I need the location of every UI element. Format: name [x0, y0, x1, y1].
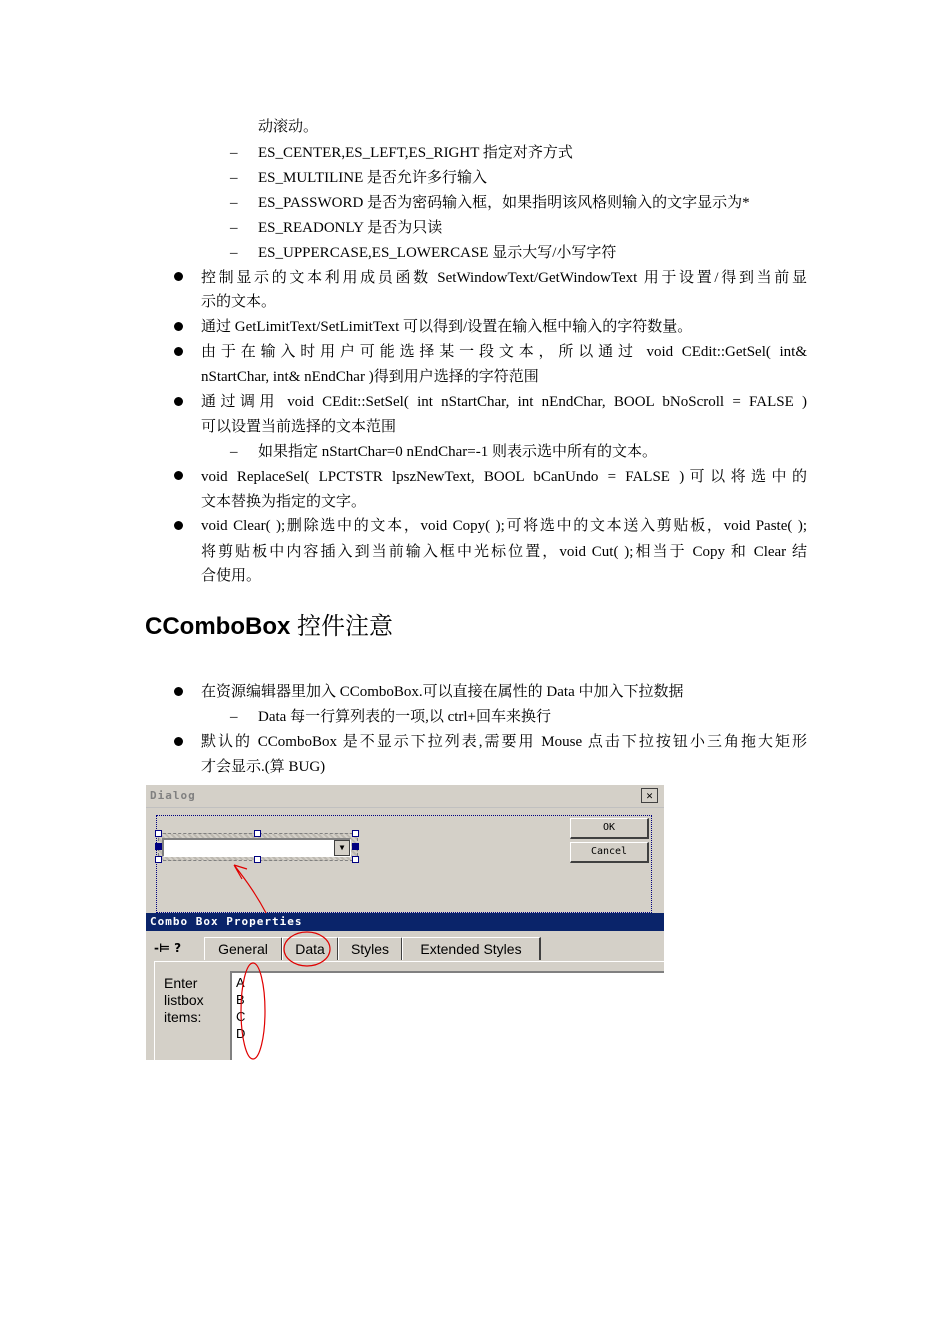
bullet-text: void ReplaceSel( LPCTSTR lpszNewText, BOOL bCanUndo = FALSE )可以将选中的: [201, 469, 807, 485]
resize-handle[interactable]: [254, 856, 261, 863]
tab-styles[interactable]: Styles: [338, 937, 403, 960]
properties-title: Combo Box Properties: [150, 915, 303, 928]
bullet-dot: [174, 737, 183, 746]
listbox-label: Enter listbox items:: [164, 975, 204, 1025]
style-item: ES_READONLY 是否为只读: [258, 220, 443, 236]
bullet-text: 将剪贴板中内容插入到当前输入框中光标位置，void Cut( );相当于 Copy 和 Clear 结: [201, 544, 807, 560]
bullet-text: 通过 GetLimitText/SetLimitText 可以得到/设置在输入框中输入的字符数量。: [201, 319, 693, 335]
dash-marker: –: [230, 245, 238, 261]
bullet-dot: [174, 687, 183, 696]
listbox-items-field[interactable]: [230, 971, 664, 1060]
bullet-text: void Clear( );删除选中的文本，void Copy( );可将选中的文本送入剪贴板，void Paste( );: [201, 518, 807, 534]
bullet-text: 才会显示.(算 BUG): [201, 759, 326, 775]
list-item: D: [236, 1026, 246, 1041]
dialog-title-bar: [146, 785, 664, 808]
bullet-dot: [174, 471, 183, 480]
bullet-text: 控制显示的文本利用成员函数 SetWindowText/GetWindowText 用于设置/得到当前显: [201, 270, 807, 286]
bullet-dot: [174, 397, 183, 406]
dash-marker: –: [230, 145, 238, 161]
continuation-line: 动滚动。: [258, 119, 319, 135]
properties-tabs: [146, 933, 664, 961]
bullet-dot: [174, 272, 183, 281]
dash-marker: –: [230, 170, 238, 186]
list-item: A: [236, 975, 245, 990]
dash-marker: –: [230, 195, 238, 211]
list-item: C: [236, 1009, 246, 1024]
sub-item: 如果指定 nStartChar=0 nEndChar=-1 则表示选中所有的文本。: [258, 444, 657, 460]
list-item: B: [236, 992, 245, 1007]
resize-handle[interactable]: [352, 856, 359, 863]
heading-latin: CComboBox: [145, 613, 291, 640]
bullet-text: 通过调用 void CEdit::SetSel( int nStartChar, int nEndChar, BOOL bNoScroll = FALSE ): [201, 394, 807, 410]
sub-item: Data 每一行算列表的一项,以 ctrl+回车来换行: [258, 709, 552, 725]
dash-marker: –: [230, 444, 238, 460]
bullet-text: 由于在输入时用户可能选择某一段文本，所以通过 void CEdit::GetSel( int&: [201, 344, 807, 360]
tab-extended-styles[interactable]: Extended Styles: [402, 937, 541, 960]
pin-help-icon[interactable]: -⊨ ?: [154, 941, 182, 955]
tab-data[interactable]: Data: [282, 937, 339, 960]
bullet-text: nStartChar, int& nEndChar )得到用户选择的字符范围: [201, 369, 539, 385]
close-icon[interactable]: ✕: [641, 788, 658, 803]
dialog-editor-figure: [146, 785, 664, 1060]
dash-marker: –: [230, 220, 238, 236]
heading-cn: 控件注意: [290, 613, 393, 640]
bullet-dot: [174, 347, 183, 356]
resize-handle[interactable]: [352, 830, 359, 837]
bullet-text: 在资源编辑器里加入 CComboBox.可以直接在属性的 Data 中加入下拉数据: [201, 684, 684, 700]
resize-handle[interactable]: [155, 843, 162, 850]
style-item: ES_CENTER,ES_LEFT,ES_RIGHT 指定对齐方式: [258, 145, 573, 161]
style-item: ES_PASSWORD 是否为密码输入框，如果指明该风格则输入的文字显示为*: [258, 195, 750, 211]
resize-handle[interactable]: [155, 856, 162, 863]
ok-button[interactable]: OK: [570, 818, 649, 839]
section-heading: [145, 612, 393, 642]
cancel-button[interactable]: Cancel: [570, 842, 649, 863]
bullet-dot: [174, 521, 183, 530]
tab-general[interactable]: General: [204, 937, 283, 960]
resize-handle[interactable]: [254, 830, 261, 837]
bullet-text: 示的文本。: [201, 294, 277, 310]
bullet-text: 默认的 CComboBox 是不显示下拉列表,需要用 Mouse 点击下拉按钮小三角拖大矩形: [201, 734, 807, 750]
dialog-title: Dialog: [150, 789, 196, 802]
properties-title-bar: [146, 913, 664, 931]
chevron-down-icon[interactable]: ▼: [334, 840, 350, 856]
resize-handle[interactable]: [155, 830, 162, 837]
style-item: ES_UPPERCASE,ES_LOWERCASE 显示大写/小写字符: [258, 245, 617, 261]
combo-box[interactable]: [162, 838, 351, 857]
style-item: ES_MULTILINE 是否允许多行输入: [258, 170, 488, 186]
bullet-text: 合使用。: [201, 568, 262, 584]
resize-handle[interactable]: [352, 843, 359, 850]
bullet-text: 文本替换为指定的文字。: [201, 494, 367, 510]
bullet-dot: [174, 322, 183, 331]
bullet-text: 可以设置当前选择的文本范围: [201, 419, 397, 435]
dash-marker: –: [230, 709, 238, 725]
